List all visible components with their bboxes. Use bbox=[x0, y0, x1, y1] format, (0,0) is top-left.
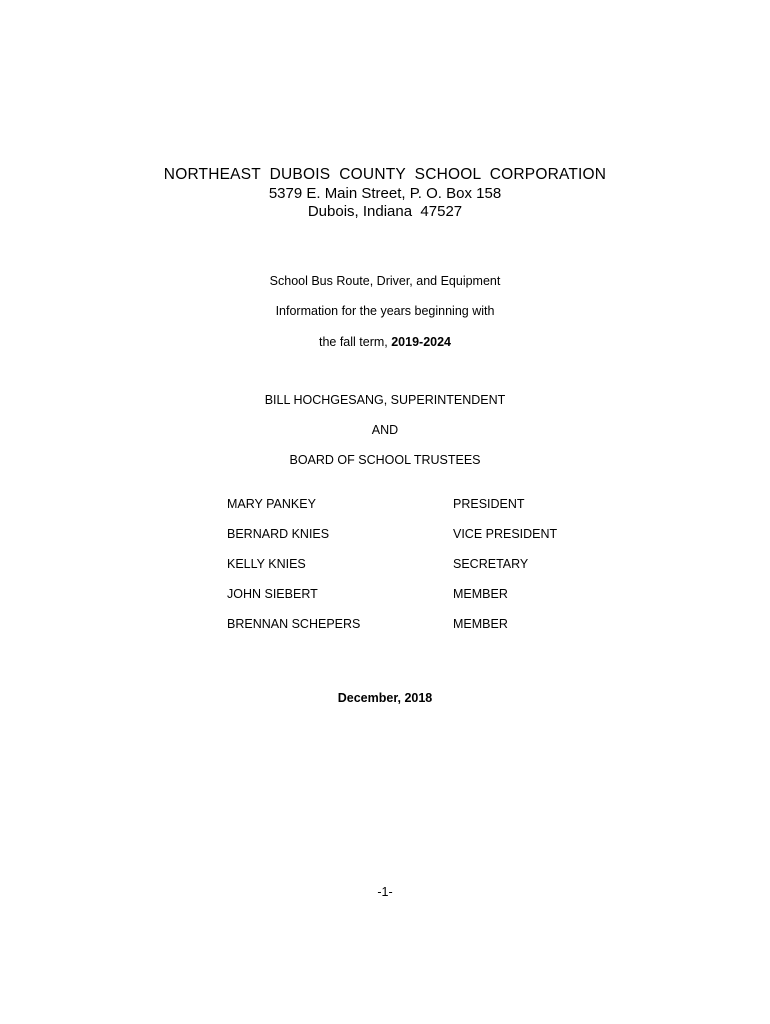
organization-name: NORTHEAST DUBOIS COUNTY SCHOOL CORPORATION bbox=[163, 166, 607, 183]
trustee-name: BERNARD KNIES bbox=[227, 527, 330, 541]
trustee-role: MEMBER bbox=[453, 587, 508, 601]
page-number: -1- bbox=[377, 885, 393, 899]
subtitle-term-prefix: the fall term, bbox=[318, 335, 392, 349]
superintendent-line: BILL HOCHGESANG, SUPERINTENDENT bbox=[264, 393, 506, 407]
address-city: Dubois, Indiana 47527 bbox=[307, 203, 463, 220]
document-date: December, 2018 bbox=[337, 691, 433, 705]
subtitle-line-2: Information for the years beginning with bbox=[275, 304, 495, 318]
trustee-row bbox=[227, 497, 607, 527]
trustee-role: MEMBER bbox=[453, 617, 508, 631]
trustee-role: SECRETARY bbox=[453, 557, 529, 571]
trustees-list bbox=[227, 497, 607, 647]
trustee-name: JOHN SIEBERT bbox=[227, 587, 318, 601]
trustee-role: PRESIDENT bbox=[453, 497, 525, 511]
subtitle-line-1: School Bus Route, Driver, and Equipment bbox=[269, 274, 501, 288]
address-street: 5379 E. Main Street, P. O. Box 158 bbox=[268, 185, 502, 202]
trustee-name: KELLY KNIES bbox=[227, 557, 306, 571]
board-heading: BOARD OF SCHOOL TRUSTEES bbox=[289, 453, 481, 467]
conjunction-line: AND bbox=[371, 423, 399, 437]
trustee-row bbox=[227, 617, 607, 647]
subtitle-years: 2019-2024 bbox=[391, 335, 452, 349]
trustee-name: BRENNAN SCHEPERS bbox=[227, 617, 361, 631]
subtitle-line-3 bbox=[0, 335, 770, 349]
trustee-row bbox=[227, 587, 607, 617]
trustee-row bbox=[227, 557, 607, 587]
trustee-name: MARY PANKEY bbox=[227, 497, 316, 511]
trustee-row bbox=[227, 527, 607, 557]
trustee-role: VICE PRESIDENT bbox=[453, 527, 558, 541]
